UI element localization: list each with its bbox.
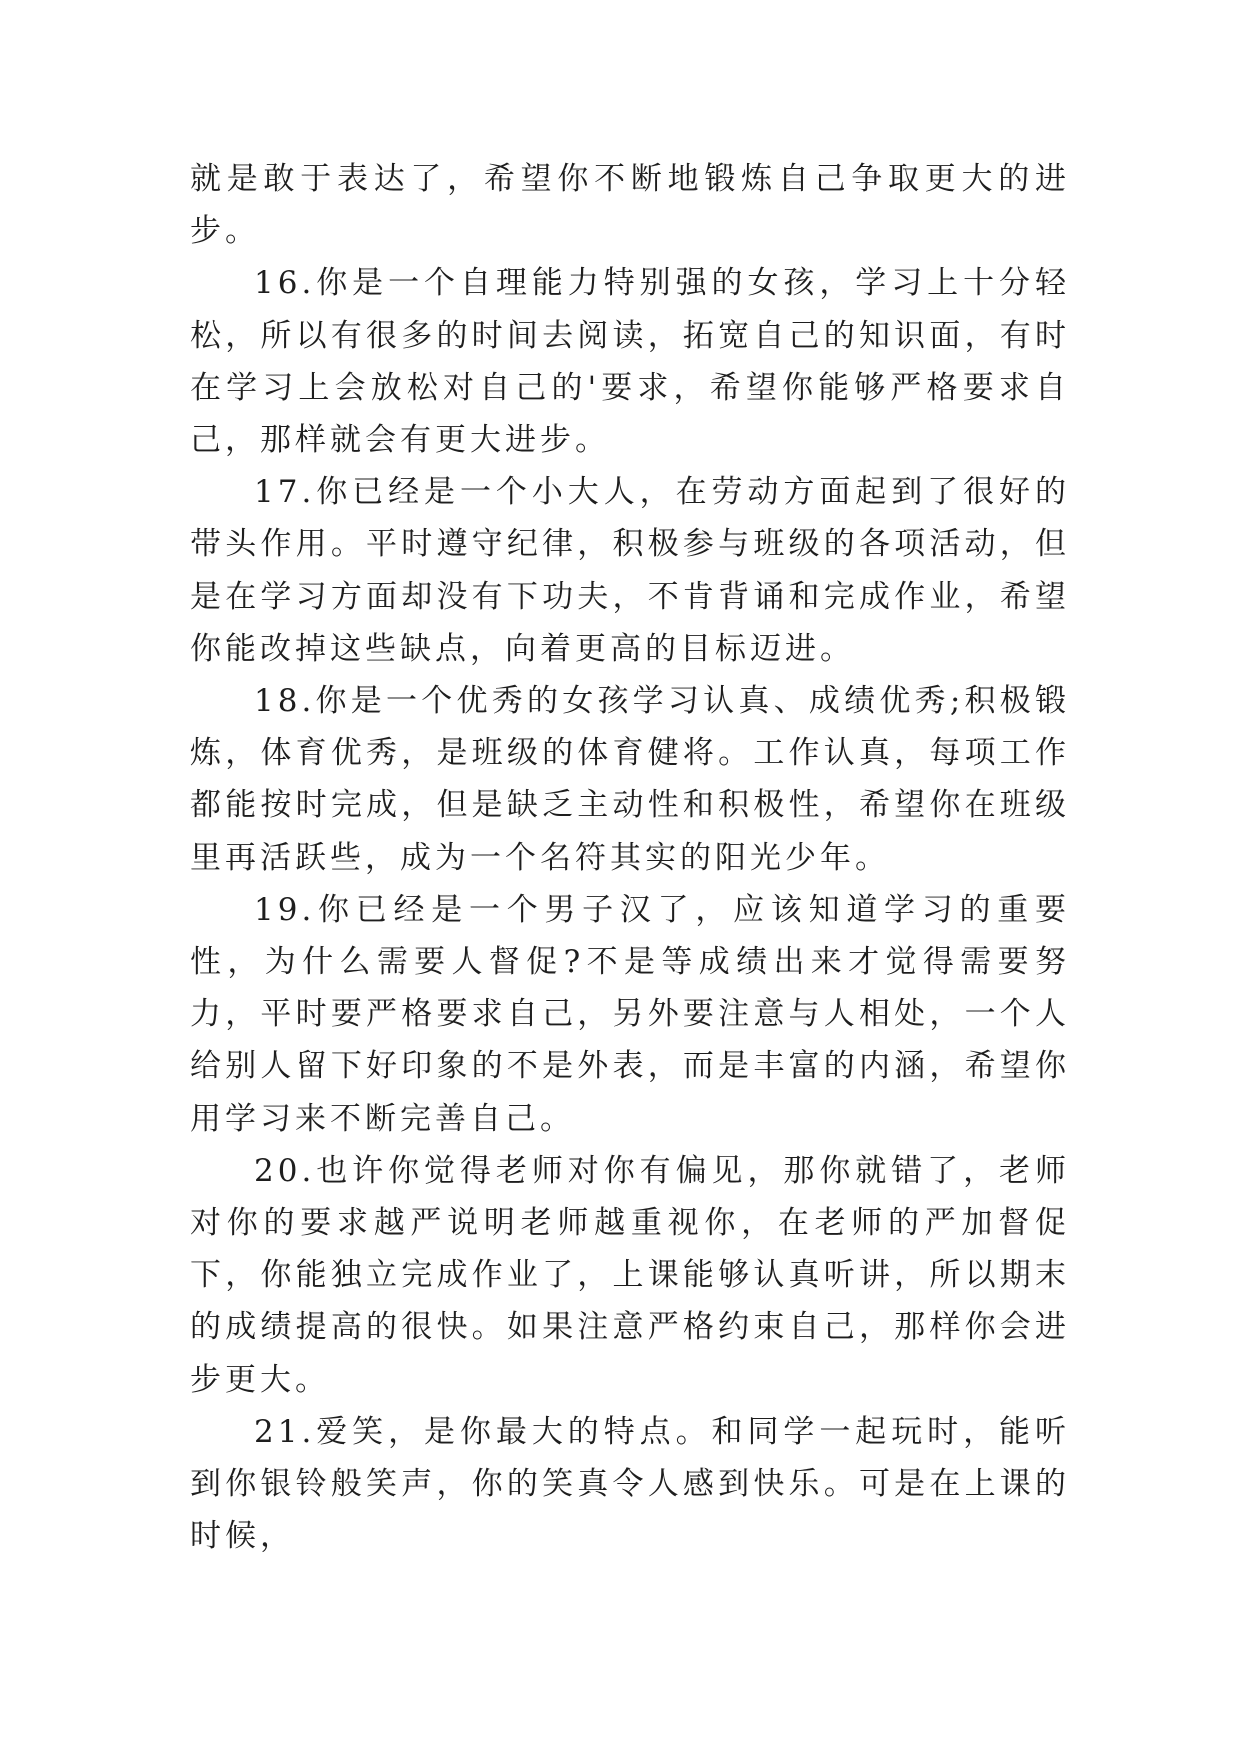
paragraph-19: 19.你已经是一个男子汉了，应该知道学习的重要性，为什么需要人督促?不是等成绩出来才觉得需要努力，平时要严格要求自己，另外要注意与人相处，一个人给别人留下好印象的不是外表，而是丰富的内涵，希望你用学习来不断完善自己。 <box>190 891 1070 1137</box>
paragraph-18: 18.你是一个优秀的女孩学习认真、成绩优秀;积极锻炼，体育优秀，是班级的体育健将。工作认真，每项工作都能按时完成，但是缺乏主动性和积极性，希望你在班级里再活跃些，成为一个名符其实的阳光少年。 <box>190 683 1070 876</box>
paragraph-20: 20.也许你觉得老师对你有偏见，那你就错了，老师对你的要求越严说明老师越重视你，在老师的严加督促下，你能独立完成作业了，上课能够认真听讲，所以期末的成绩提高的很快。如果注意严格约束自己，那样你会进步更大。 <box>190 1152 1070 1398</box>
paragraph-17: 17.你已经是一个小大人，在劳动方面起到了很好的带头作用。平时遵守纪律，积极参与班级的各项活动，但是在学习方面却没有下功夫，不肯背诵和完成作业，希望你能改掉这些缺点，向着更高的目标迈进。 <box>190 474 1070 667</box>
paragraph-continuation: 就是敢于表达了，希望你不断地锻炼自己争取更大的进步。 <box>190 161 1070 250</box>
paragraph-16: 16.你是一个自理能力特别强的女孩，学习上十分轻松，所以有很多的时间去阅读，拓宽自己的知识面，有时在学习上会放松对自己的'要求，希望你能够严格要求自己，那样就会有更大进步。 <box>190 265 1070 459</box>
paragraph-21: 21.爱笑，是你最大的特点。和同学一起玩时，能听到你银铃般笑声，你的笑真令人感到快乐。可是在上课的时候， <box>190 1413 1070 1555</box>
document-body <box>190 153 1070 1562</box>
